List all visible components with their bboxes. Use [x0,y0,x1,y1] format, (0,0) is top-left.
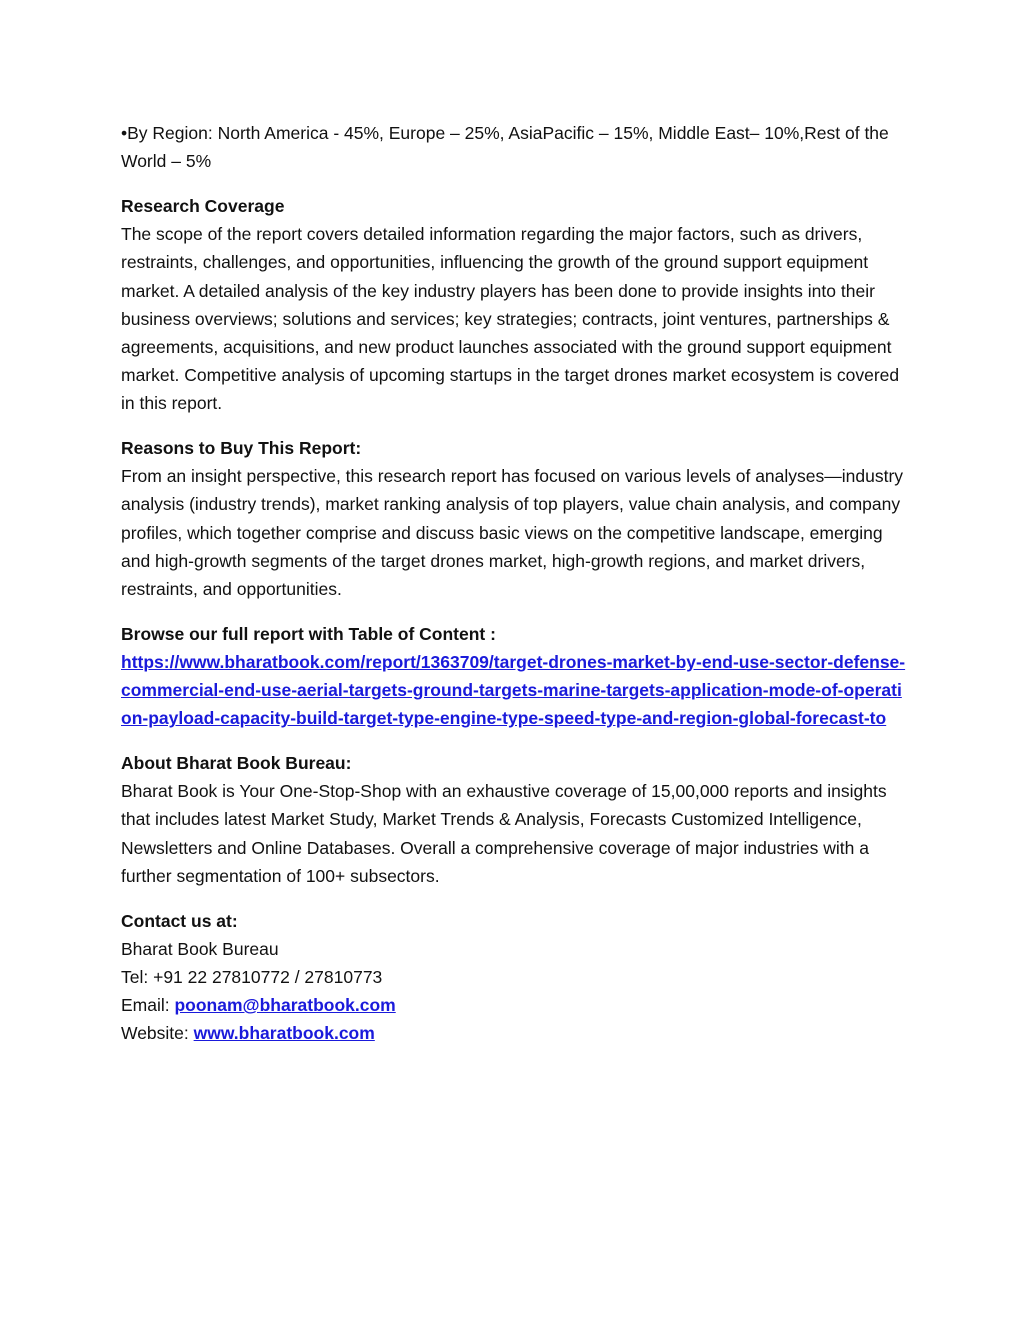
reasons-to-buy-section [121,434,911,603]
contact-email-line [121,991,911,1019]
contact-heading: Contact us at: [121,910,238,931]
research-coverage-body: The scope of the report covers detailed information regarding the major factors, such as drivers, restraints, challenges, and opportunities, influencing the growth of the ground support equipment market. A detailed analysis of the key industry players has been done to provide insights into their business overviews; solutions and services; key strategies; contracts, joint ventures, partnerships & agreements, acquisitions, and new product launches associated with the ground support equipment market. Competitive analysis of upcoming startups in the target drones market ecosystem is covered in this report. [121,224,900,414]
reasons-to-buy-heading: Reasons to Buy This Report: [121,438,362,459]
region-breakdown-line: •By Region: North America - 45%, Europe – 25%, AsiaPacific – 15%, Middle East– 10%,Rest of the World – 5% [121,123,889,172]
report-link[interactable]: https://www.bharatbook.com/report/1363709/target-drones-market-by-end-use-sector-defense-commercial-end-use-aerial-targets-ground-targets-marine-targets-application-mode-of-operation-payload-capacity-build-target-type-engine-type-speed-type-and-region-global-forecast-to [121,651,906,729]
reasons-to-buy-body: From an insight perspective, this research report has focused on various levels of analyses—industry analysis (industry trends), market ranking analysis of top players, value chain analysis, and company profiles, which together comprise and discuss basic views on the competitive landscape, emerging and high-growth segments of the target drones market, high-growth regions, and market drivers, restraints, and opportunities. [121,466,904,600]
about-body: Bharat Book is Your One-Stop-Shop with an exhaustive coverage of 15,00,000 reports and insights that includes latest Market Study, Market Trends & Analysis, Forecasts Customized Intelligence, Newsletters and Online Databases. Overall a comprehensive coverage of major industries with a further segmentation of 100+ subsectors. [121,781,887,886]
email-link[interactable]: poonam@bharatbook.com [174,995,396,1016]
browse-report-section [121,620,911,733]
about-heading: About Bharat Book Bureau: [121,753,352,774]
email-label: Email: [121,995,175,1016]
browse-report-heading: Browse our full report with Table of Content : [121,623,496,644]
website-link[interactable]: www.bharatbook.com [193,1023,375,1044]
document-page [121,119,911,1064]
contact-company: Bharat Book Bureau [121,938,279,959]
website-label: Website: [121,1023,194,1044]
contact-section [121,907,911,1048]
research-coverage-section [121,192,911,418]
about-section [121,749,911,890]
contact-tel: Tel: +91 22 27810772 / 27810773 [121,966,383,987]
contact-website-line [121,1019,911,1047]
research-coverage-heading: Research Coverage [121,195,285,216]
